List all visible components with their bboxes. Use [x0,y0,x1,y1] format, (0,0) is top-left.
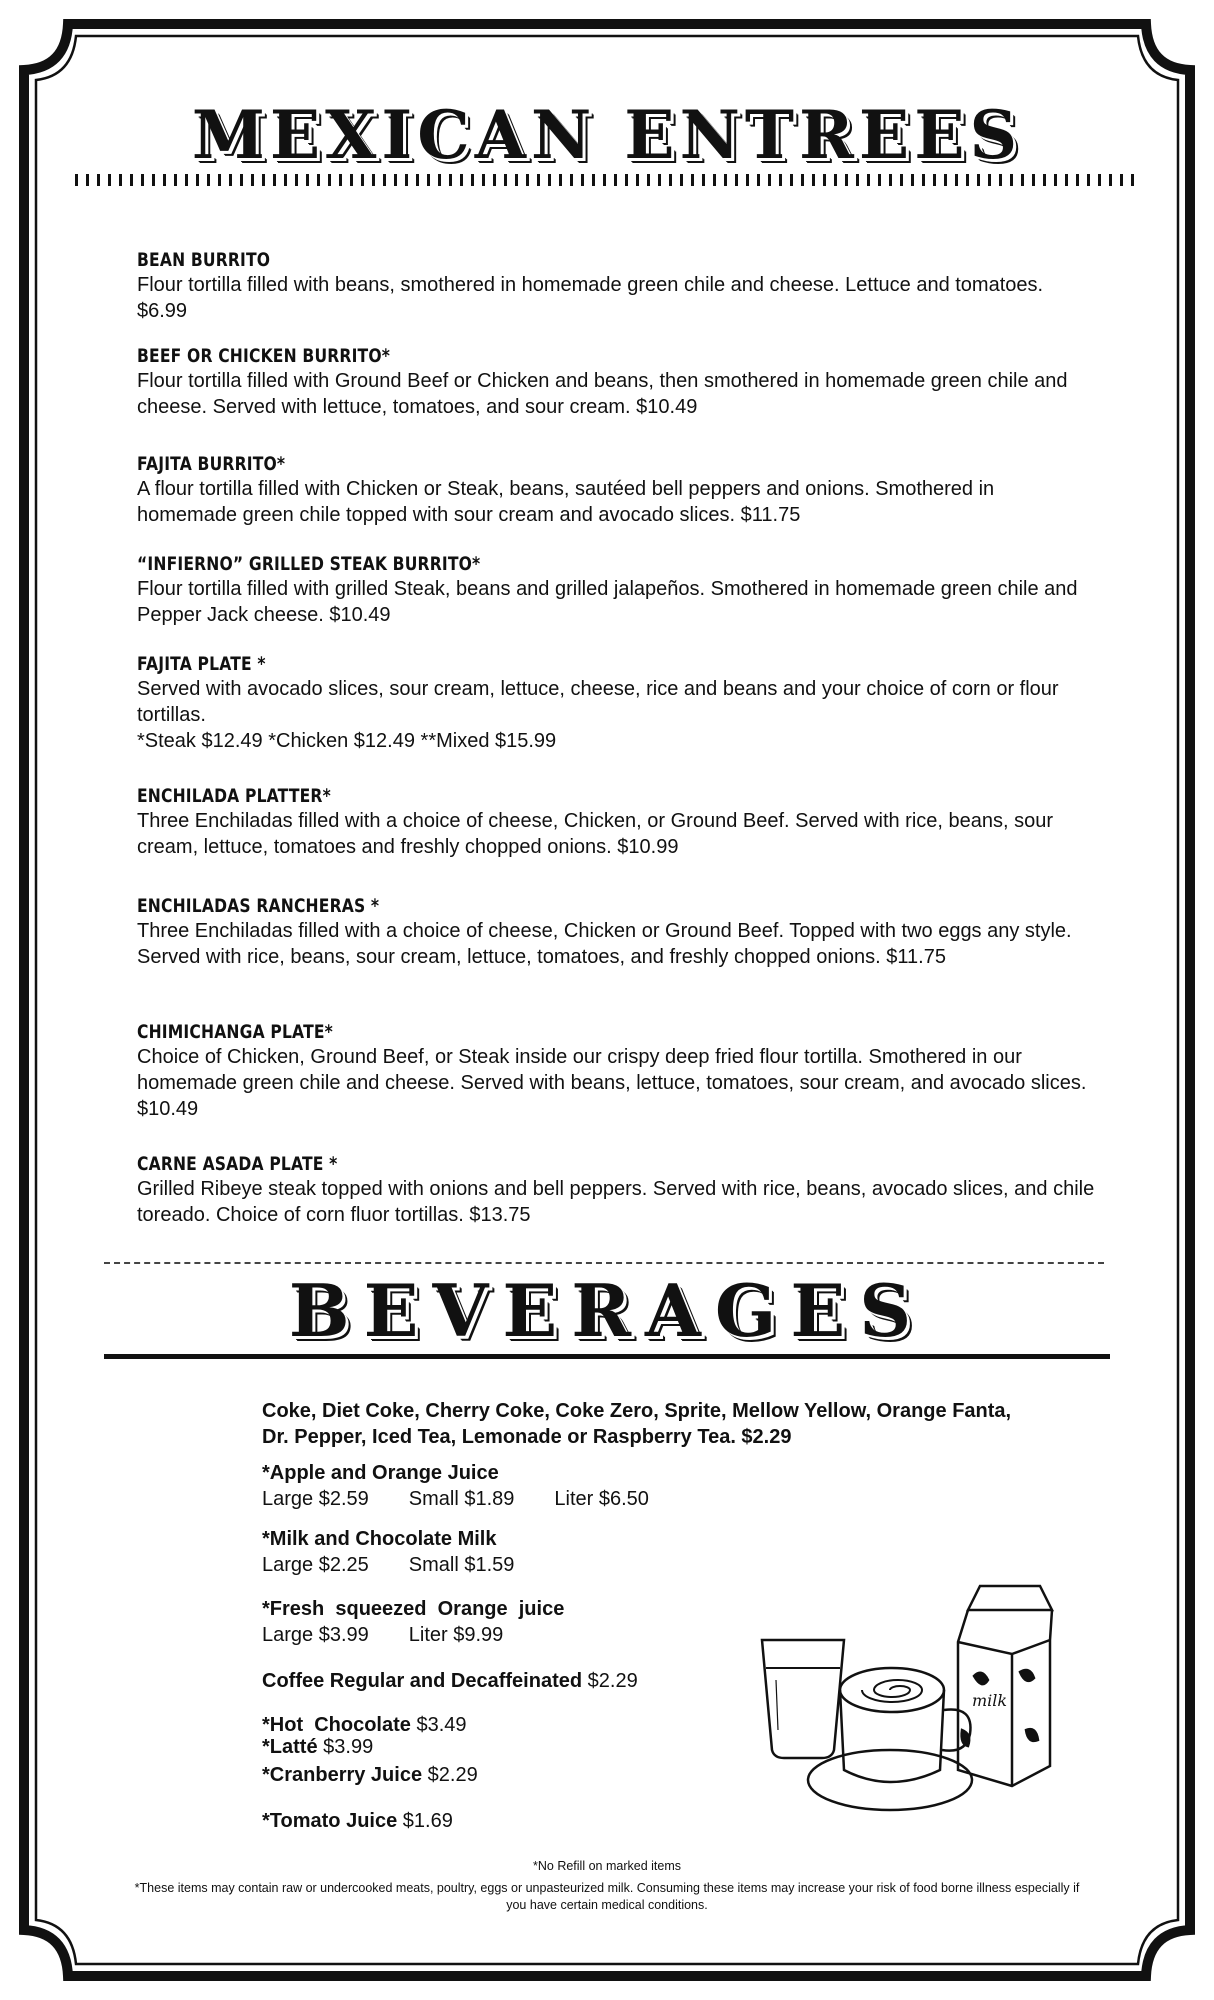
tick-divider [75,174,1139,186]
no-refill-note: *No Refill on marked items [533,1859,681,1873]
price-large: Large $2.59 [262,1488,369,1510]
item-description: Served with avocado slices, sour cream, lettuce, cheese, rice and beans and your choice of corn or flour tortillas. [137,678,1059,726]
item-description: Three Enchiladas filled with a choice of cheese, Chicken or Ground Beef. Topped with two eggs any style. Served with rice, beans, sour cream, lettuce, tomatoes, and freshly chopped onions. $11.75 [137,920,1072,968]
item-name: BEAN BURRITO [137,249,271,271]
item-name: *Fresh squeezed Orange juice [262,1598,565,1620]
menu-item [137,344,1097,420]
item-description: Choice of Chicken, Ground Beef, or Steak inside our crispy deep fried flour tortilla. Smothered in our homemade green chile and cheese. Served with beans, lettuce, tomatoes, sour cream, and avocado slices. $10.49 [137,1046,1087,1120]
item-name: *Cranberry Juice [262,1764,423,1786]
milk-carton-label: milk [972,1691,1008,1710]
item-price: $3.99 [323,1736,374,1758]
glass-icon [762,1640,844,1758]
beverages-title: BEVERAGES [288,1268,926,1353]
item-description: Flour tortilla filled with beans, smothered in homemade green chile and cheese. Lettuce and tomatoes. $6.99 [137,274,1044,322]
item-price: $2.29 [587,1670,638,1692]
item-name: *Milk and Chocolate Milk [262,1528,497,1550]
item-name: BEEF OR CHICKEN BURRITO* [137,345,391,367]
item-name: CHIMICHANGA PLATE* [137,1021,333,1043]
disclaimer-note: *These items may contain raw or undercooked meats, poultry, eggs or unpasteurized milk. Consuming these items may increase your risk of food borne illness especially if you have certain medical conditions. [134,1881,1080,1912]
item-name: FAJITA BURRITO* [137,453,286,475]
item-price: $3.49 [416,1714,467,1736]
item-prices: *Steak $12.49 *Chicken $12.49 **Mixed $15.99 [137,730,557,752]
price-liter: Liter $6.50 [554,1488,649,1510]
sodas-text: Coke, Diet Coke, Cherry Coke, Coke Zero, Sprite, Mellow Yellow, Orange Fanta, Dr. Pepper, Iced Tea, Lemonade or Raspberry Tea. $2.29 [262,1400,1012,1448]
coffee-cup-icon [808,1668,972,1810]
dashed-divider [104,1262,1104,1264]
item-name: ENCHILADA PLATTER* [137,785,331,807]
menu-item [137,248,1097,324]
item-name: Coffee Regular and Decaffeinated [262,1670,583,1692]
menu-item [137,452,1097,528]
milk-carton-icon [958,1586,1052,1786]
item-description: Flour tortilla filled with grilled Steak, beans and grilled jalapeños. Smothered in homemade green chile and Pepper Jack cheese. $10.49 [137,578,1078,626]
beverages-rule [104,1354,1110,1359]
menu-item [137,1152,1097,1228]
beverage-apple-orange [262,1460,1052,1512]
item-name: ENCHILADAS RANCHERAS * [137,895,380,917]
menu-item [137,1020,1097,1122]
price-large: Large $3.99 [262,1624,369,1646]
menu-item [137,652,1097,754]
item-name: “INFIERNO” GRILLED STEAK BURRITO* [137,553,481,575]
drinks-illustration [750,1580,1080,1830]
item-name: FAJITA PLATE * [137,653,266,675]
beverage-milk [262,1526,1052,1578]
item-description: A flour tortilla filled with Chicken or Steak, beans, sautéed bell peppers and onions. Smothered in homemade green chile topped with sour cream and avocado slices. $11.75 [137,478,995,526]
beverage-sodas [262,1398,1042,1450]
price-small: Small $1.59 [408,1554,515,1576]
item-price: $1.69 [402,1810,453,1832]
item-name: *Tomato Juice [262,1810,398,1832]
price-large: Large $2.25 [262,1554,369,1576]
item-name: CARNE ASADA PLATE * [137,1153,338,1175]
price-liter: Liter $9.99 [408,1624,504,1646]
item-description: Grilled Ribeye steak topped with onions and bell peppers. Served with rice, beans, avocado slices, and chile toreado. Choice of corn fluor tortillas. $13.75 [137,1178,1095,1226]
item-price: $2.29 [427,1764,478,1786]
menu-item [137,784,1097,860]
price-small: Small $1.89 [408,1488,515,1510]
item-description: Flour tortilla filled with Ground Beef or Chicken and beans, then smothered in homemade green chile and cheese. Served with lettuce, tomatoes, and sour cream. $10.49 [137,370,1068,418]
menu-item [137,552,1097,628]
item-name: *Hot Chocolate [262,1714,411,1736]
item-name: *Latté [262,1736,318,1758]
item-name: *Apple and Orange Juice [262,1462,499,1484]
menu-item [137,894,1097,970]
item-description: Three Enchiladas filled with a choice of cheese, Chicken, or Ground Beef. Served with rice, beans, sour cream, lettuce, tomatoes and freshly chopped onions. $10.99 [137,810,1054,858]
entrees-title: MEXICAN ENTREES [191,96,1023,174]
